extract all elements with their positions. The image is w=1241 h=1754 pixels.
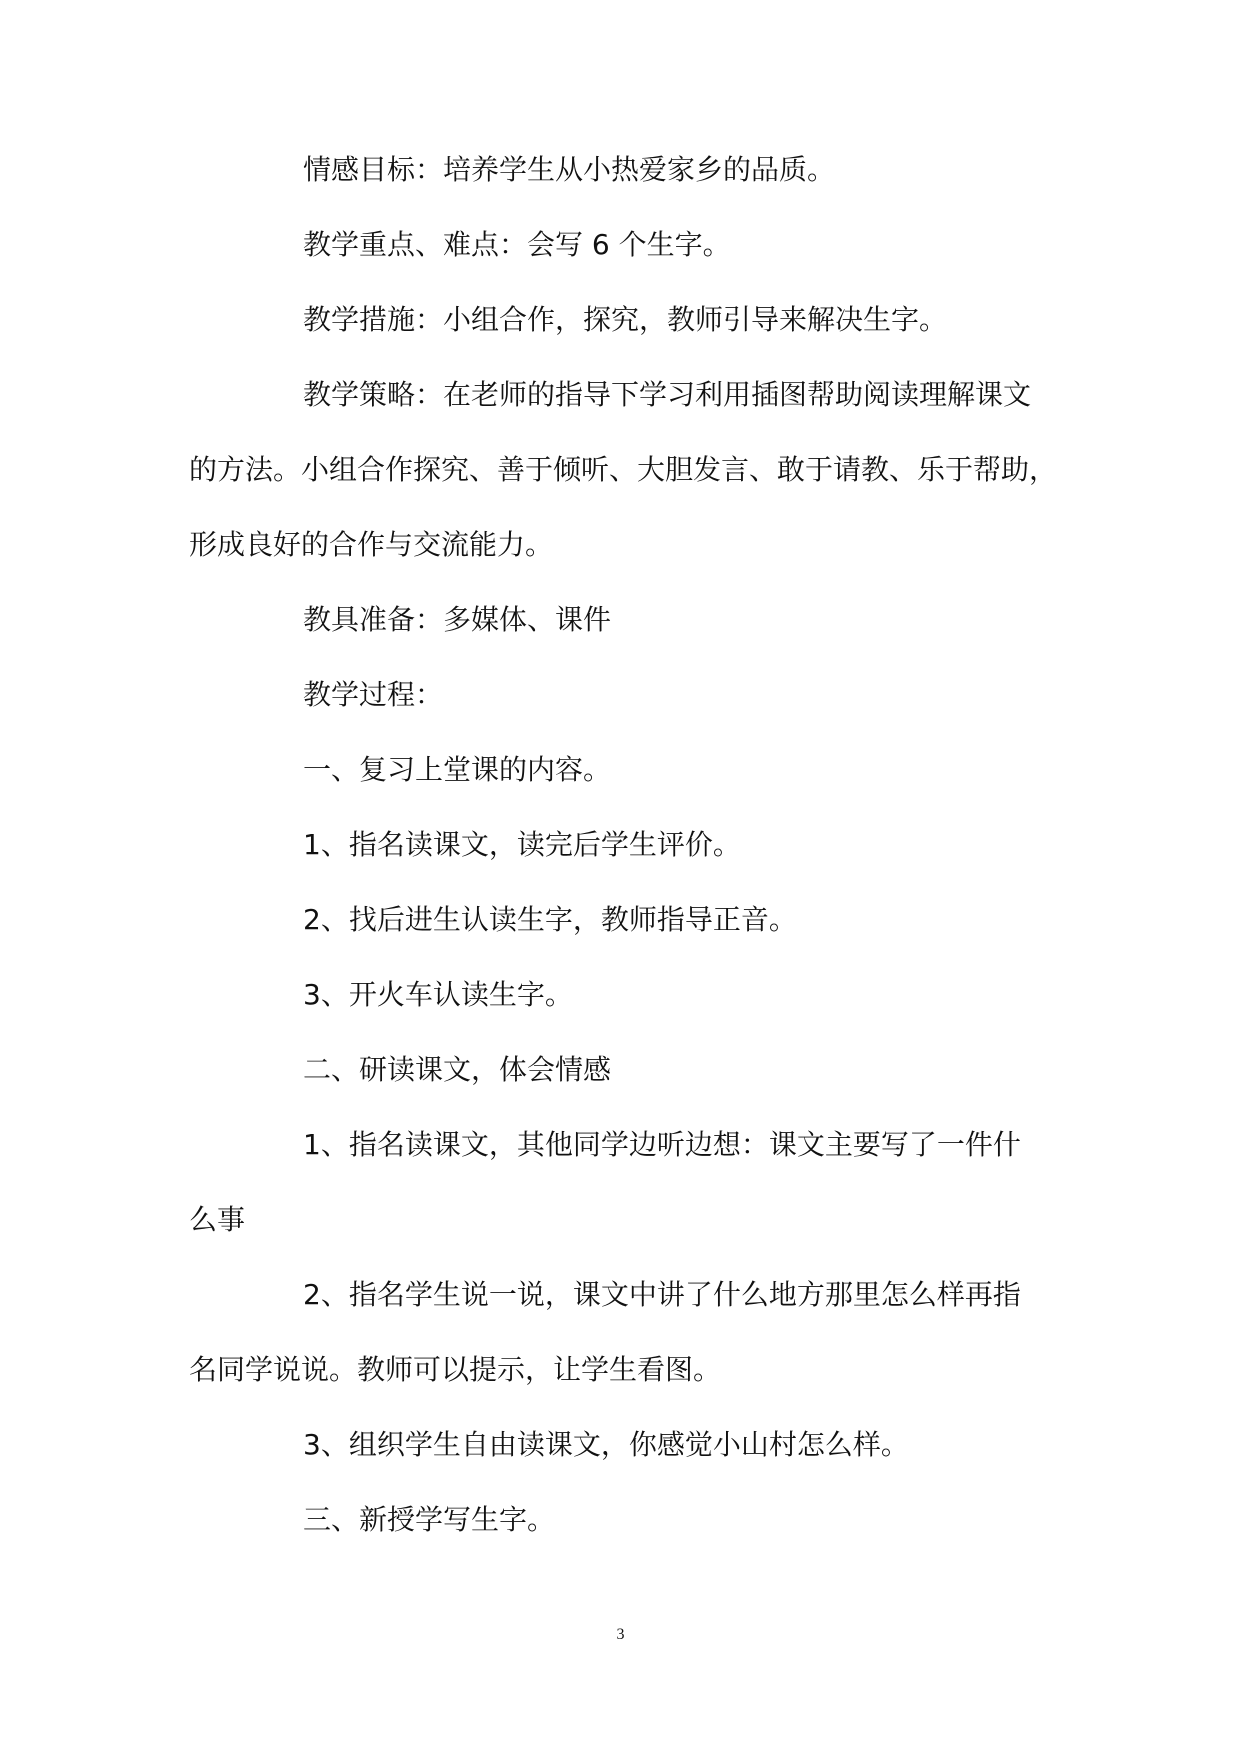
list-item-review-2: 2、找后进生认读生字，教师指导正音。 — [303, 903, 797, 936]
paragraph-strategy-line-2: 的方法。小组合作探究、善于倾听、大胆发言、敢于请教、乐于帮助， — [189, 453, 1058, 486]
section-heading-study-text: 二、研读课文，体会情感 — [303, 1053, 612, 1086]
list-item-review-3: 3、开火车认读生字。 — [303, 978, 573, 1011]
paragraph-key-points: 教学重点、难点：会写 6 个生字。 — [303, 228, 731, 261]
paragraph-strategy-line-3: 形成良好的合作与交流能力。 — [189, 528, 554, 561]
section-heading-new-characters: 三、新授学写生字。 — [303, 1503, 556, 1536]
list-item-review-1: 1、指名读课文，读完后学生评价。 — [303, 828, 741, 861]
paragraph-strategy-line-1: 教学策略：在老师的指导下学习利用插图帮助阅读理解课文 — [303, 378, 1032, 411]
list-item-study-3: 3、组织学生自由读课文，你感觉小山村怎么样。 — [303, 1428, 909, 1461]
page-number: 3 — [616, 1626, 625, 1643]
paragraph-emotion-goal: 情感目标：培养学生从小热爱家乡的品质。 — [303, 153, 836, 186]
list-item-study-2-line-2: 名同学说说。教师可以提示，让学生看图。 — [189, 1353, 722, 1386]
list-item-study-1-line-1: 1、指名读课文，其他同学边听边想：课文主要写了一件什 — [303, 1128, 1021, 1161]
list-item-study-1-line-2: 么事 — [189, 1203, 246, 1236]
list-item-study-2-line-1: 2、指名学生说一说，课文中讲了什么地方那里怎么样再指 — [303, 1278, 1021, 1311]
heading-teaching-process: 教学过程： — [303, 678, 444, 711]
paragraph-measures: 教学措施：小组合作，探究，教师引导来解决生字。 — [303, 303, 948, 336]
paragraph-teaching-aids: 教具准备：多媒体、课件 — [303, 603, 612, 636]
section-heading-review: 一、复习上堂课的内容。 — [303, 753, 612, 786]
